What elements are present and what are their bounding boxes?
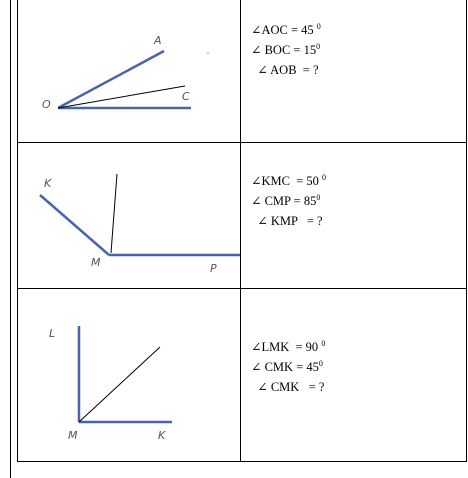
stray-dot — [207, 52, 209, 54]
question-line: ∠ CMK = ? — [251, 380, 325, 394]
ray-mc — [111, 174, 117, 253]
point-label-c: C — [182, 90, 190, 103]
angle-figure-cmk — [18, 289, 240, 461]
angle-figure-kmp — [18, 143, 240, 288]
problem-text — [241, 289, 466, 397]
ray-oa — [58, 51, 164, 108]
point-label-l: L — [49, 327, 56, 340]
problems-table — [17, 0, 467, 462]
figure-cell — [18, 289, 241, 462]
problem-text — [241, 143, 466, 231]
vertex-label-o: O — [42, 98, 51, 111]
table-row — [18, 0, 467, 143]
figure-cell — [18, 0, 241, 143]
question-line: ∠ KMP = ? — [251, 214, 323, 228]
text-cell — [241, 143, 467, 289]
given-line: ∠LMK = 90 $^0$ — [251, 339, 326, 354]
problem-text — [241, 0, 466, 80]
vertex-label-m: M — [91, 256, 101, 269]
table-row — [18, 289, 467, 462]
given-line: ∠ CMP = $85^0$ — [251, 193, 321, 208]
given-line: ∠ CMK = $45^0$ — [251, 359, 323, 374]
text-cell — [241, 0, 467, 143]
point-label-a: A — [154, 34, 162, 47]
text-cell — [241, 289, 467, 462]
table-row — [18, 143, 467, 289]
point-label-k: K — [44, 177, 52, 190]
angle-figure-aob — [18, 0, 240, 142]
point-label-p: P — [210, 262, 217, 275]
page-margin-line — [10, 0, 11, 478]
given-line: ∠KMC = 50 $^0$ — [251, 173, 327, 188]
vertex-label-m: M — [68, 429, 78, 442]
given-line: ∠ BOC = $15^0$ — [251, 42, 321, 57]
ray-mk — [40, 195, 109, 255]
given-line: ∠AOC = 45 $^0$ — [251, 22, 321, 37]
figure-cell — [18, 143, 241, 289]
point-label-k: K — [158, 429, 166, 442]
question-line: ∠ AOB = ? — [251, 63, 319, 77]
ray-mc — [79, 347, 160, 422]
